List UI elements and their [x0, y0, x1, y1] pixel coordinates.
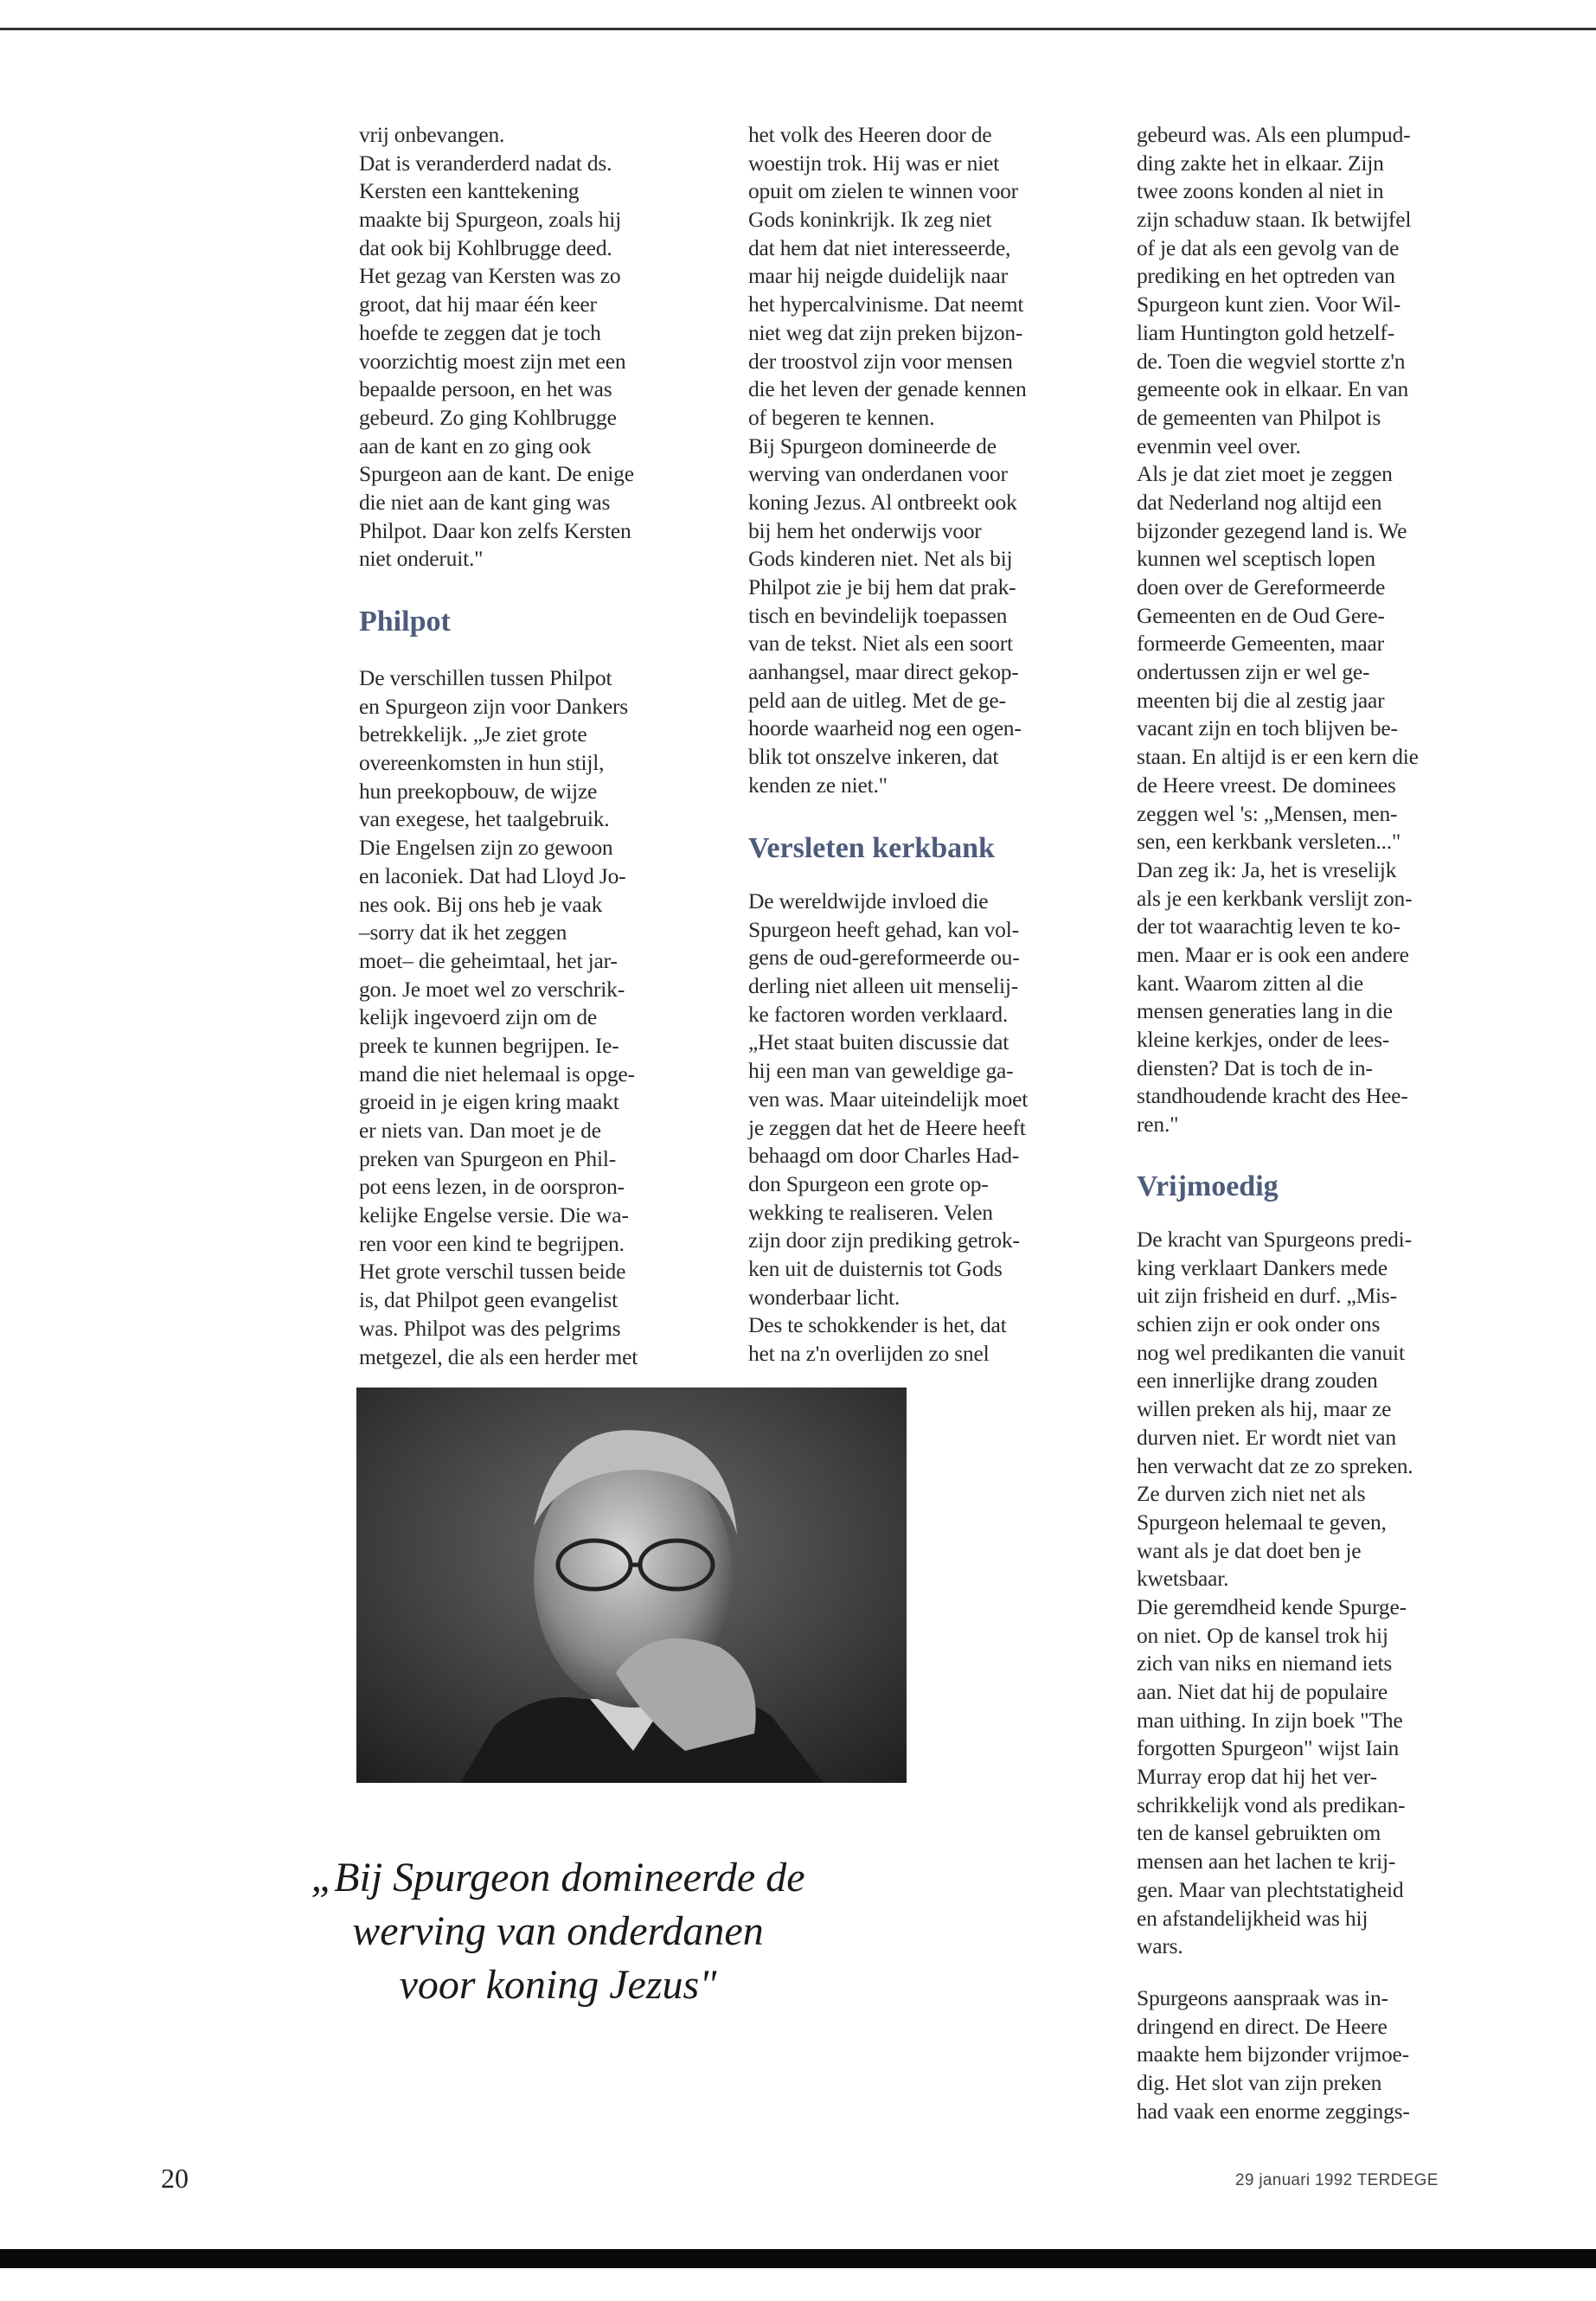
text-line: maakte bij Spurgeon, zoals hij	[359, 207, 622, 233]
text-line: forgotten Spurgeon" wijst Iain	[1137, 1735, 1400, 1761]
text-line: Spurgeon aan de kant. De enige	[359, 461, 634, 487]
text-line: aanhangsel, maar direct gekop-	[748, 659, 1019, 685]
text-line: kant. Waarom zitten al die	[1137, 970, 1364, 996]
text-line: preek te kunnen begrijpen. Ie-	[359, 1032, 619, 1058]
text-line: als je een kerkbank verslijt zon-	[1137, 885, 1413, 911]
text-line: zijn door zijn prediking getrok-	[748, 1227, 1020, 1253]
text-line: overeenkomsten in hun stijl,	[359, 750, 605, 776]
pull-quote-line: voor koning Jezus"	[399, 1962, 717, 2008]
text-line: je zeggen dat het de Heere heeft	[748, 1114, 1026, 1140]
text-line: en laconiek. Dat had Lloyd Jo-	[359, 862, 626, 888]
text-line: dringend en direct. De Heere	[1137, 2013, 1388, 2039]
text-line: der tot waarachtig leven te ko-	[1137, 913, 1401, 939]
text-line: het hypercalvinisme. Dat neemt	[748, 292, 1024, 317]
text-line: dat hem dat niet interesseerde,	[748, 234, 1011, 260]
text-line: bij hem het onderwijs voor	[748, 517, 982, 543]
text-line: sen, een kerkbank versleten..."	[1137, 829, 1401, 855]
text-line: derling niet alleen uit menselij-	[748, 973, 1019, 999]
text-line: gon. Je moet wel zo verschrik-	[359, 976, 625, 1002]
text-line: prediking en het optreden van	[1137, 263, 1395, 289]
text-line: dig. Het slot van zijn preken	[1137, 2070, 1382, 2096]
text-line: nes ook. Bij ons heb je vaak	[359, 891, 603, 917]
text-line: De wereldwijde invloed die	[748, 888, 989, 913]
text-line: kwetsbaar.	[1137, 1566, 1229, 1592]
text-line: Het grote verschil tussen beide	[359, 1259, 626, 1285]
page-number: 20	[161, 2163, 189, 2194]
text-line: hij een man van geweldige ga-	[748, 1058, 1014, 1084]
text-line: want als je dat doet ben je	[1137, 1537, 1362, 1563]
text-line: de gemeenten van Philpot is	[1137, 404, 1381, 430]
text-line: Gods koninkrijk. Ik zeg niet	[748, 207, 992, 233]
issue-footer: 29 januari 1992 TERDEGE	[1235, 2171, 1439, 2189]
text-line: had vaak een enorme zeggings-	[1137, 2098, 1410, 2124]
text-line: Die geremdheid kende Spurge-	[1137, 1593, 1407, 1619]
text-line: ken uit de duisternis tot Gods	[748, 1255, 1003, 1281]
text-line: die niet aan de kant ging was	[359, 489, 611, 515]
text-line: Spurgeon kunt zien. Voor Wil-	[1137, 292, 1401, 317]
text-line: blik tot onszelve inkeren, dat	[748, 744, 999, 770]
text-line: willen preken als hij, maar ze	[1137, 1396, 1392, 1422]
text-line: ten de kansel gebruikten om	[1137, 1820, 1381, 1846]
text-line: Murray erop dat hij het ver-	[1137, 1764, 1377, 1790]
text-line: evenmin veel over.	[1137, 433, 1301, 458]
text-line: ven was. Maar uiteindelijk moet	[748, 1086, 1029, 1112]
text-line: het na z'n overlijden zo snel	[748, 1341, 990, 1366]
text-line: kelijke Engelse versie. Die wa-	[359, 1202, 629, 1228]
text-line: staan. En altijd is er een kern die	[1137, 744, 1419, 770]
portrait-photo	[356, 1388, 907, 1783]
text-line: niet onderuit."	[359, 546, 484, 572]
col3-block3	[1137, 1984, 1410, 2125]
text-line: ren."	[1137, 1112, 1179, 1138]
text-line: standhoudende kracht des Hee-	[1137, 1083, 1408, 1109]
text-line: vacant zijn en toch blijven be-	[1137, 715, 1398, 741]
text-line: wars.	[1137, 1933, 1183, 1959]
text-line: meenten bij die al zestig jaar	[1137, 687, 1385, 713]
portrait-image	[356, 1388, 907, 1783]
text-line: mand die niet helemaal is opge-	[359, 1061, 635, 1086]
text-line: Als je dat ziet moet je zeggen	[1137, 461, 1393, 487]
text-line: Gemeenten en de Oud Gere-	[1137, 602, 1385, 628]
text-line: bepaalde persoon, en het was	[359, 376, 612, 402]
text-line: preken van Spurgeon en Phil-	[359, 1145, 617, 1171]
text-line: –sorry dat ik het zeggen	[359, 920, 567, 945]
text-line: kenden ze niet."	[748, 772, 888, 798]
text-line: Spurgeons aanspraak was in-	[1137, 1985, 1388, 2010]
text-line: De kracht van Spurgeons predi-	[1137, 1227, 1412, 1252]
text-line: maar hij neigde duidelijk naar	[748, 263, 1008, 289]
text-line: opuit om zielen te winnen voor	[748, 178, 1018, 204]
text-line: formeerde Gemeenten, maar	[1137, 631, 1384, 657]
text-line: Spurgeon helemaal te geven,	[1137, 1509, 1387, 1535]
text-line: aan de kant en zo ging ook	[359, 433, 592, 458]
text-line: hoorde waarheid nog een ogen-	[748, 715, 1022, 741]
text-line: Gods kinderen niet. Net als bij	[748, 546, 1013, 572]
text-line: behaagd om door Charles Had-	[748, 1143, 1020, 1169]
text-line: doen over de Gereformeerde	[1137, 574, 1386, 599]
text-line: don Spurgeon een grote op-	[748, 1170, 989, 1196]
heading-vrijmoedig: Vrijmoedig	[1137, 1170, 1279, 1202]
text-line: en afstandelijkheid was hij	[1137, 1905, 1368, 1931]
text-line: bijzonder gezegend land is. We	[1137, 517, 1407, 543]
col2-block1	[748, 121, 1027, 800]
text-line: wekking te realiseren. Velen	[748, 1199, 993, 1225]
bottom-bar	[0, 2249, 1596, 2268]
text-line: wonderbaar licht.	[748, 1284, 901, 1310]
text-line: Philpot. Daar kon zelfs Kersten	[359, 517, 631, 543]
text-line: vrij onbevangen.	[359, 122, 505, 147]
text-line: kleine kerkjes, onder de lees-	[1137, 1027, 1390, 1052]
text-line: gemeente ook in elkaar. En van	[1137, 376, 1409, 402]
text-line: Des te schokkender is het, dat	[748, 1312, 1007, 1338]
text-line: werving van onderdanen voor	[748, 461, 1008, 487]
text-line: zich van niks en niemand iets	[1137, 1650, 1393, 1676]
text-line: diensten? Dat is toch de in-	[1137, 1054, 1373, 1080]
col1-block1	[359, 121, 634, 574]
heading-versleten-kerkbank: Versleten kerkbank	[748, 832, 995, 864]
text-line: twee zoons konden al niet in	[1137, 178, 1384, 204]
text-line: aan. Niet dat hij de populaire	[1137, 1679, 1388, 1704]
text-line: van de tekst. Niet als een soort	[748, 631, 1013, 657]
text-line: kunnen wel sceptisch lopen	[1137, 546, 1375, 572]
text-line: is, dat Philpot geen evangelist	[359, 1287, 619, 1313]
pull-quote	[216, 1851, 900, 2012]
text-line: dat ook bij Kohlbrugge deed.	[359, 234, 612, 260]
text-line: gebeurd. Zo ging Kohlbrugge	[359, 404, 617, 430]
text-line: peld aan de uitleg. Met de ge-	[748, 687, 1006, 713]
text-line: Dat is veranderderd nadat ds.	[359, 150, 612, 176]
text-line: de Heere vreest. De dominees	[1137, 772, 1396, 798]
col1-block2	[359, 664, 638, 1371]
text-line: mensen aan het lachen te krij-	[1137, 1849, 1396, 1875]
text-line: Ze durven zich niet net als	[1137, 1481, 1366, 1507]
text-line: hoefde te zeggen dat je toch	[359, 319, 601, 345]
text-line: dat Nederland nog altijd een	[1137, 489, 1382, 515]
text-line: een innerlijke drang zouden	[1137, 1368, 1378, 1394]
text-line: kelijk ingevoerd zijn om de	[359, 1004, 598, 1030]
text-line: hen verwacht dat ze zo spreken.	[1137, 1452, 1413, 1478]
text-line: was. Philpot was des pelgrims	[359, 1315, 621, 1341]
text-line: betrekkelijk. „Je ziet grote	[359, 721, 587, 747]
col3-block2	[1137, 1226, 1413, 1961]
text-line: nog wel predikanten die vanuit	[1137, 1339, 1405, 1365]
text-line: Het gezag van Kersten was zo	[359, 263, 621, 289]
text-line: er niets van. Dan moet je de	[359, 1118, 601, 1143]
text-line: die het leven der genade kennen	[748, 376, 1027, 402]
text-line: voorzichtig moest zijn met een	[359, 348, 626, 374]
text-line: van exegese, het taalgebruik.	[359, 806, 610, 832]
text-line: Spurgeon heeft gehad, kan vol-	[748, 916, 1019, 942]
text-line: der troostvol zijn voor mensen	[748, 348, 1013, 374]
text-line: ke factoren worden verklaard.	[748, 1001, 1009, 1027]
text-line: schien zijn er ook onder ons	[1137, 1311, 1381, 1337]
text-line: metgezel, die als een herder met	[359, 1343, 638, 1369]
text-line: zeggen wel 's: „Mensen, men-	[1137, 800, 1398, 826]
text-line: pot eens lezen, in de oorspron-	[359, 1174, 625, 1200]
text-line: king verklaart Dankers mede	[1137, 1254, 1388, 1280]
text-line: niet weg dat zijn preken bijzon-	[748, 319, 1023, 345]
text-line: tisch en bevindelijk toepassen	[748, 602, 1008, 628]
text-line: men. Maar er is ook een andere	[1137, 941, 1409, 967]
text-line: De verschillen tussen Philpot	[359, 665, 612, 690]
text-line: mensen generaties lang in die	[1137, 998, 1393, 1024]
text-line: Philpot zie je bij hem dat prak-	[748, 574, 1016, 599]
heading-philpot: Philpot	[359, 606, 451, 638]
text-line: zijn schaduw staan. Ik betwijfel	[1137, 207, 1412, 233]
text-line: hun preekopbouw, de wijze	[359, 778, 598, 804]
text-line: het volk des Heeren door de	[748, 122, 992, 147]
text-line: maakte hem bijzonder vrijmoe-	[1137, 2041, 1409, 2067]
text-line: moet– die geheimtaal, het jar-	[359, 947, 618, 973]
top-rule	[0, 28, 1596, 30]
text-line: durven niet. Er wordt niet van	[1137, 1424, 1396, 1450]
text-line: groeid in je eigen kring maakt	[359, 1089, 619, 1115]
text-line: liam Huntington gold hetzelf-	[1137, 319, 1395, 345]
col2-block2	[748, 888, 1028, 1368]
text-line: uit zijn frisheid en durf. „Mis-	[1137, 1283, 1397, 1309]
text-line: en Spurgeon zijn voor Dankers	[359, 693, 628, 719]
text-line: gens de oud-gereformeerde ou-	[748, 945, 1020, 971]
text-line: of je dat als een gevolg van de	[1137, 234, 1400, 260]
text-line: Kersten een kanttekening	[359, 178, 580, 204]
text-line: koning Jezus. Al ontbreekt ook	[748, 489, 1017, 515]
text-line: de. Toen die wegviel stortte z'n	[1137, 348, 1406, 374]
text-line: Die Engelsen zijn zo gewoon	[359, 835, 613, 861]
text-line: schrikkelijk vond als predikan-	[1137, 1791, 1406, 1817]
text-line: ondertussen zijn er wel ge-	[1137, 659, 1370, 685]
col3-block1	[1137, 121, 1419, 1139]
pull-quote-line: werving van onderdanen	[352, 1908, 764, 1954]
text-line: ren voor een kind te begrijpen.	[359, 1230, 625, 1256]
text-line: Bij Spurgeon domineerde de	[748, 433, 997, 458]
text-line: gebeurd was. Als een plumpud-	[1137, 122, 1411, 147]
pull-quote-line: „Bij Spurgeon domineerde de	[311, 1855, 805, 1900]
text-line: on niet. Op de kansel trok hij	[1137, 1622, 1388, 1648]
text-line: gen. Maar van plechtstatigheid	[1137, 1876, 1404, 1902]
text-line: of begeren te kennen.	[748, 404, 935, 430]
text-line: Dan zeg ik: Ja, het is vreselijk	[1137, 856, 1397, 882]
text-line: ding zakte het in elkaar. Zijn	[1137, 150, 1384, 176]
text-line: „Het staat buiten discussie dat	[748, 1029, 1010, 1055]
text-line: man uithing. In zijn boek "The	[1137, 1707, 1403, 1733]
text-line: woestijn trok. Hij was er niet	[748, 150, 1000, 176]
text-line: groot, dat hij maar één keer	[359, 292, 597, 317]
